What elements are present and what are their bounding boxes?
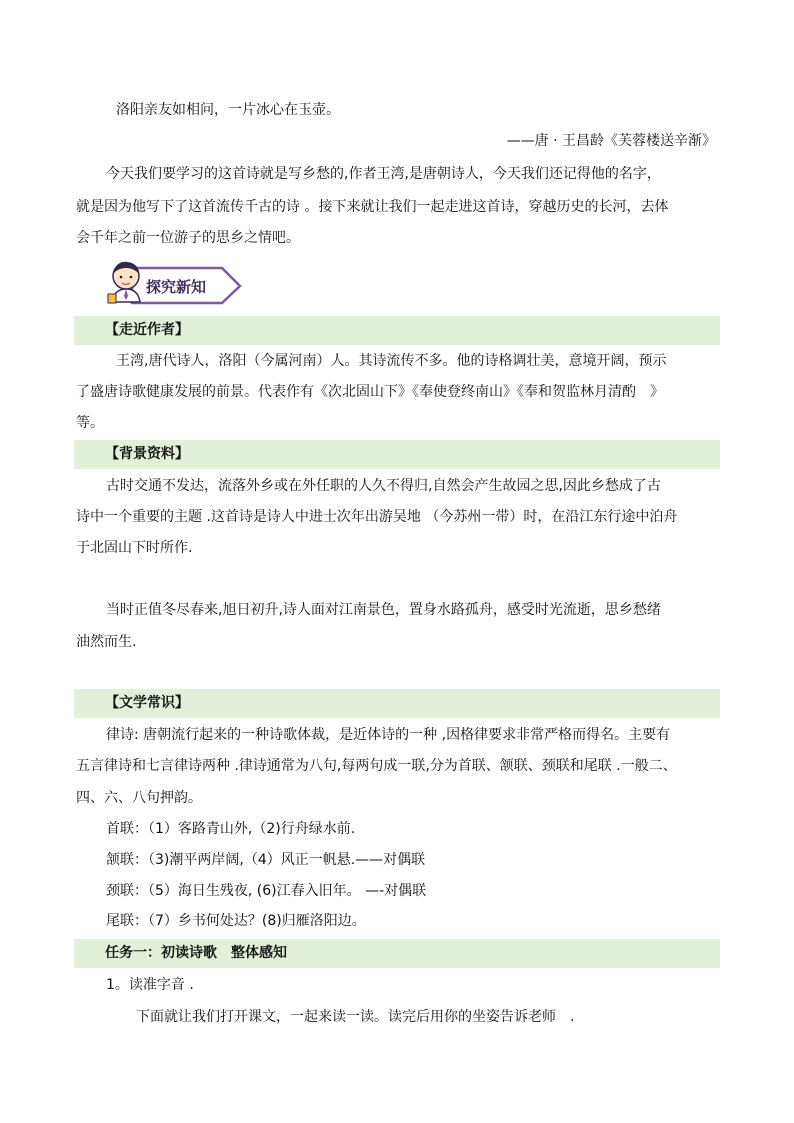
background-text-line: 诗中一个重要的主题 .这首诗是诗人中进士次年出游吴地 （今苏州一带）时，在沿江东行途中泊舟	[76, 509, 678, 525]
section-heading-background: 【背景资料】	[105, 446, 189, 462]
badge-graphic	[104, 256, 244, 306]
author-text-line: 等。	[76, 415, 104, 431]
couplet-line-last: 尾联：（7）乡书何处达？(8)归雁洛阳边。	[106, 913, 366, 929]
task1-text-line: 下面就让我们打开课文，一起来读一读。读完后用你的坐姿告诉老师 .	[136, 1009, 575, 1025]
couplet-line-second: 颔联：（3)潮平两岸阔,（4）风正一帆悬.——对偶联	[106, 852, 426, 868]
intro-paragraph-line: 会千年之前一位游子的思乡之情吧。	[76, 230, 300, 246]
section-heading-literature: 【文学常识】	[105, 695, 189, 711]
couplet-line-first: 首联：（1）客路青山外,（2)行舟绿水前.	[106, 821, 356, 837]
author-text-line: 王湾,唐代诗人，洛阳（今属河南）人。其诗流传不多。他的诗格调壮美，意境开阔，预示	[116, 353, 667, 369]
background-text-line: 于北固山下时所作.	[76, 540, 193, 556]
student-avatar-icon	[108, 262, 140, 303]
section-badge	[104, 256, 244, 306]
section-heading-author: 【走近作者】	[105, 322, 189, 338]
background-text-line: 古时交通不发达，流落外乡或在外任职的人久不得归,自然会产生故园之思,因此乡愁成了古	[106, 478, 661, 494]
section-heading-task1: 任务一：初读诗歌 整体感知	[105, 945, 287, 961]
quote-source: ——唐 · 王昌龄《芙蓉楼送辛渐》	[506, 133, 716, 149]
literature-text-line: 律诗: 唐朝流行起来的一种诗歌体裁，是近体诗的一种 ,因格律要求非常严格而得名。主要有	[106, 727, 671, 743]
background-text-line: 油然而生.	[76, 634, 137, 650]
background-text-line: 当时正值冬尽春来,旭日初升,诗人面对江南景色，置身水路孤舟，感受时光流逝，思乡愁绪	[106, 602, 661, 618]
intro-paragraph-line: 就是因为他写下了这首流传千古的诗 。接下来就让我们一起走进这首诗，穿越历史的长河，去体	[76, 199, 669, 215]
badge-label: 探究新知	[146, 278, 207, 296]
task1-text-line: 1。读准字音 .	[106, 977, 194, 993]
quote-line: 洛阳亲友如相问，一片冰心在玉壶。	[116, 102, 340, 118]
literature-text-line: 五言律诗和七言律诗两种 .律诗通常为八句,每两句成一联,分为首联、颔联、颈联和尾联 .一般二、	[76, 758, 677, 774]
couplet-line-third: 颈联：（5）海日生残夜, (6)江春入旧年。 —-对偶联	[106, 883, 427, 899]
author-text-line: 了盛唐诗歌健康发展的前景。代表作有《次北固山下》《奉使登终南山》《奉和贺监林月清酌 》	[76, 384, 664, 400]
intro-paragraph-line: 今天我们要学习的这首诗就是写乡愁的,作者王湾,是唐朝诗人，今天我们还记得他的名字，	[106, 166, 661, 182]
literature-text-line: 四、六、八句押韵。	[76, 790, 202, 806]
